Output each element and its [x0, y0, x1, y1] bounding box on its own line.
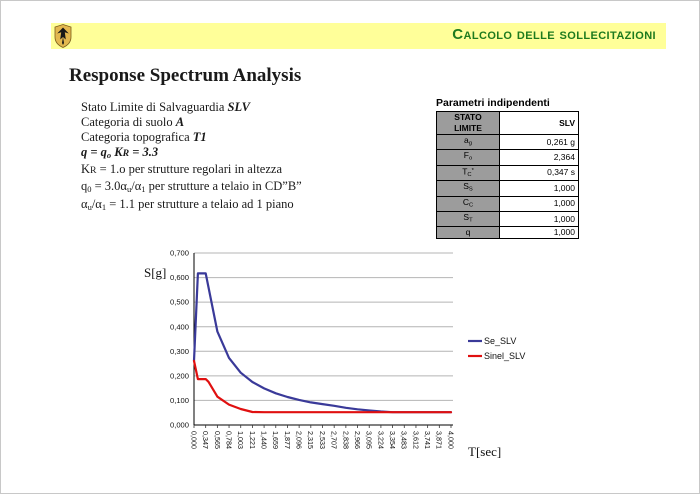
text-segment: = 3.0α — [91, 179, 127, 194]
text-segment: R — [122, 147, 130, 159]
table-row — [437, 150, 579, 165]
param-label — [437, 211, 500, 226]
body-text — [81, 100, 302, 215]
text-segment: S — [463, 211, 470, 222]
param-value: 0,261 g — [500, 135, 579, 150]
table-row — [437, 211, 579, 226]
text-segment: STATO LIMITE — [454, 112, 482, 133]
x-tick-label: 1,003 — [236, 431, 246, 449]
y-tick-label: 0,400 — [169, 322, 189, 332]
table-row — [437, 196, 579, 211]
text-segment: α — [81, 197, 88, 212]
header-bar — [51, 23, 666, 49]
text-segment: q = q — [81, 144, 107, 159]
x-tick-label: 1,440 — [259, 431, 269, 449]
y-tick-label: 0,600 — [169, 273, 189, 283]
text-line — [81, 179, 302, 197]
y-tick-label: 0,500 — [169, 297, 189, 307]
text-segment: = 1.1 per strutture a telaio ad 1 piano — [106, 197, 294, 212]
param-value: 1,000 — [500, 211, 579, 226]
text-line — [81, 115, 302, 130]
text-segment: * — [471, 167, 474, 174]
x-tick-label: 2,966 — [352, 431, 362, 449]
param-value: 0,347 s — [500, 165, 579, 181]
text-segment: 0 — [87, 184, 92, 195]
parameters-title: Parametri indipendenti — [436, 97, 550, 109]
text-segment: /α — [91, 197, 102, 212]
text-segment: o — [468, 155, 473, 162]
param-value: 1,000 — [500, 196, 579, 211]
table-row — [437, 135, 579, 150]
param-value: SLV — [500, 112, 579, 135]
param-value: 2,364 — [500, 150, 579, 165]
page-title: Response Spectrum Analysis — [69, 65, 302, 86]
text-segment: u — [87, 202, 92, 213]
param-label — [437, 112, 500, 135]
y-tick-label: 0,700 — [169, 248, 189, 258]
text-segment: K — [111, 144, 123, 159]
x-tick-label: 1,659 — [271, 431, 281, 449]
text-segment: Categoria di suolo — [81, 114, 176, 129]
text-segment: S — [463, 181, 469, 192]
table-row — [437, 181, 579, 196]
text-segment: q — [81, 179, 88, 194]
spectrum-chart-svg — [141, 246, 581, 491]
y-tick-label: 0,100 — [169, 396, 189, 406]
text-segment: C — [468, 201, 474, 208]
x-tick-label: 0,347 — [201, 431, 211, 449]
text-segment: SLV — [227, 100, 250, 114]
param-label — [437, 150, 500, 165]
y-tick-label: 0,000 — [169, 420, 189, 430]
table-row — [437, 112, 579, 135]
parameters-panel — [436, 97, 579, 239]
text-segment: g — [468, 140, 472, 147]
x-tick-label: 3,095 — [364, 431, 374, 449]
x-axis-title: T[sec] — [468, 444, 502, 459]
x-tick-label: 2,096 — [294, 431, 304, 449]
y-tick-label: 0,300 — [169, 346, 189, 356]
x-tick-label: 0,565 — [212, 431, 222, 449]
text-segment: T — [462, 166, 468, 177]
x-tick-label: 3,483 — [399, 431, 409, 449]
x-tick-label: 3,354 — [387, 431, 397, 449]
x-tick-label: 3,612 — [411, 431, 421, 449]
y-axis-title: S[g] — [144, 265, 167, 280]
text-segment: C — [467, 171, 472, 178]
text-segment: a — [464, 135, 469, 145]
text-segment: /α — [131, 179, 142, 194]
text-segment: o — [106, 149, 112, 160]
param-label — [437, 227, 500, 239]
table-row — [437, 165, 579, 181]
y-tick-label: 0,200 — [169, 371, 189, 381]
text-line — [81, 100, 302, 115]
x-tick-label: 3,741 — [423, 431, 433, 449]
text-segment: q — [465, 227, 471, 238]
text-segment: u — [126, 184, 132, 195]
x-tick-label: 3,224 — [376, 431, 386, 449]
x-tick-label: 4,000 — [446, 431, 456, 449]
text-segment: R — [90, 165, 97, 177]
param-value: 1,000 — [500, 227, 579, 239]
x-tick-label: 2,838 — [341, 431, 351, 449]
param-label — [437, 165, 500, 181]
header-title: Calcolo delle sollecitazioni — [452, 26, 656, 43]
parameters-table — [436, 111, 579, 239]
legend-label: Se_SLV — [484, 336, 517, 346]
text-line — [81, 197, 302, 215]
text-segment: F — [463, 150, 469, 161]
text-segment: A — [175, 114, 185, 129]
x-tick-label: 3,871 — [434, 431, 444, 449]
x-tick-label: 0,000 — [189, 431, 199, 449]
text-segment: 1 — [101, 202, 107, 213]
x-tick-label: 1,221 — [247, 431, 257, 449]
param-value: 1,000 — [500, 181, 579, 196]
text-line — [81, 162, 302, 179]
text-line — [81, 145, 302, 163]
x-tick-label: 0,784 — [224, 431, 234, 449]
series-Se_SLV — [194, 273, 451, 412]
x-tick-label: 2,315 — [306, 431, 316, 449]
text-segment: T — [469, 217, 473, 224]
legend-label: Sinel_SLV — [484, 351, 526, 361]
x-tick-label: 2,533 — [317, 431, 327, 449]
text-segment: Categoria topografica — [81, 129, 193, 144]
text-segment: 1 — [141, 184, 146, 195]
text-segment: T1 — [192, 129, 207, 144]
spectrum-chart — [141, 246, 581, 491]
text-line — [81, 130, 302, 145]
eagle-shield-icon — [54, 24, 72, 48]
text-segment: K — [81, 162, 91, 177]
x-tick-label: 2,707 — [329, 431, 339, 449]
param-label — [437, 181, 500, 196]
param-label — [437, 196, 500, 211]
text-segment: S — [468, 186, 473, 193]
text-segment: = 1.o per strutture regolari in altezza — [96, 162, 282, 177]
param-label — [437, 135, 500, 150]
text-segment: per strutture a telaio in CD”B” — [145, 179, 302, 194]
text-segment: Stato Limite di Salvaguardia — [81, 100, 228, 114]
text-segment: C — [462, 196, 469, 207]
x-tick-label: 1,877 — [282, 431, 292, 449]
text-segment: = 3.3 — [129, 144, 159, 159]
table-row — [437, 227, 579, 239]
